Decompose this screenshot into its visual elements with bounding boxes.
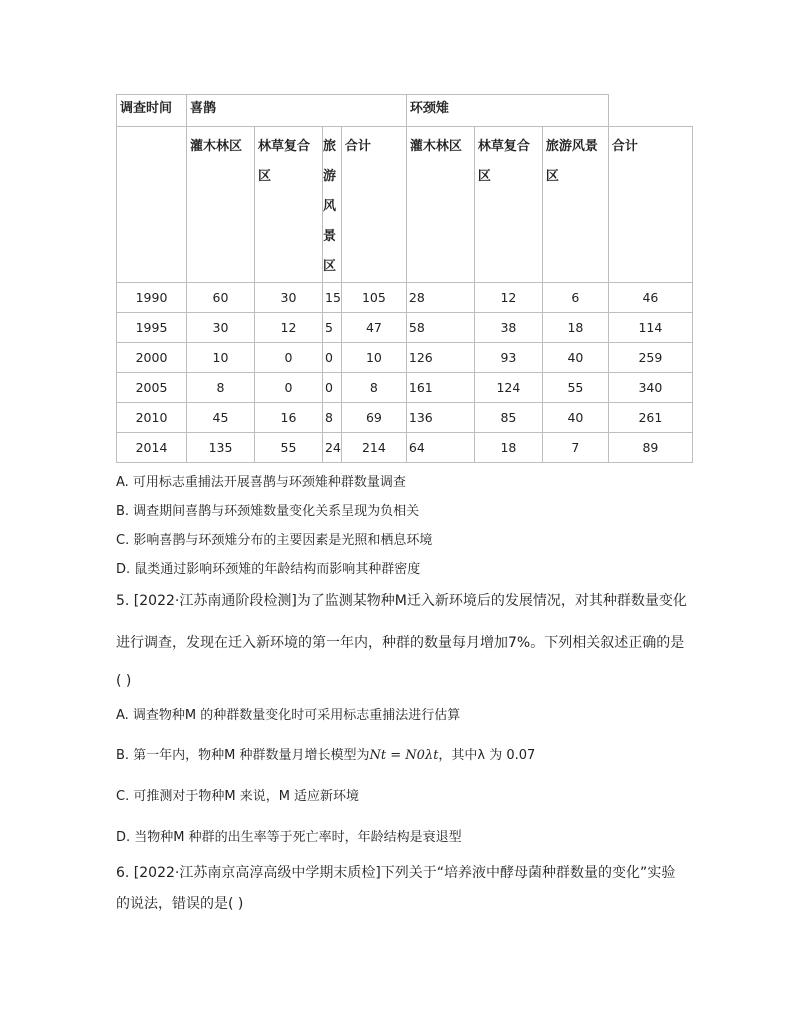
header-pheasant-shrub: 灌木林区 [406, 127, 474, 283]
header-time-spacer [117, 127, 187, 283]
q5-option-b [116, 744, 535, 763]
header-magpie-tourist: 旅游风景区 [323, 139, 337, 274]
q4-option-a: A. 可用标志重捕法开展喜鹊与环颈雉种群数量调查 [116, 475, 406, 490]
q5-option-d: D. 当物种M 种群的出生率等于死亡率时，年龄结构是衰退型 [116, 830, 462, 845]
cell-value: 5 [323, 313, 342, 343]
cell-value: 45 [187, 403, 255, 433]
cell-value: 10 [187, 343, 255, 373]
cell-value: 114 [608, 313, 692, 343]
cell-value: 40 [542, 343, 608, 373]
q6-stem-line-1: 6. [2022·江苏南京高淳高级中学期末质检]下列关于“培养液中酵母菌种群数量的变化”实验 [116, 865, 676, 881]
table-row [117, 403, 693, 433]
q5-answer-blank: ( ) [116, 673, 132, 689]
cell-value: 0 [255, 373, 323, 403]
table-row [117, 283, 693, 313]
cell-value: 28 [406, 283, 474, 313]
table-row [117, 433, 693, 463]
cell-value: 126 [406, 343, 474, 373]
cell-value: 30 [187, 313, 255, 343]
cell-value: 18 [474, 433, 542, 463]
q4-option-b: B. 调查期间喜鹊与环颈雉数量变化关系呈现为负相关 [116, 504, 420, 519]
cell-value: 40 [542, 403, 608, 433]
header-pheasant-forest-grass: 林草复合区 [474, 127, 542, 283]
table-row [117, 313, 693, 343]
cell-value: 55 [542, 373, 608, 403]
cell-value: 8 [323, 403, 342, 433]
cell-value: 8 [187, 373, 255, 403]
cell-value: 0 [323, 343, 342, 373]
cell-value: 136 [406, 403, 474, 433]
header-species-pheasant: 环颈雉 [406, 95, 608, 127]
q5-option-b-text: B. 第一年内，物种M 种群数量月增长模型为 [116, 748, 370, 763]
cell-year: 2000 [117, 343, 187, 373]
q4-option-d: D. 鼠类通过影响环颈雉的年龄结构而影响其种群密度 [116, 562, 421, 577]
cell-year: 2014 [117, 433, 187, 463]
q5-stem-line-1: 5. [2022·江苏南通阶段检测]为了监测某物种M迁入新环境后的发展情况，对其种群数量变化 [116, 593, 687, 609]
q5-stem-line-2: 进行调查，发现在迁入新环境的第一年内，种群的数量每月增加7%。下列相关叙述正确的是 [116, 635, 685, 651]
q5-option-c: C. 可推测对于物种M 来说，M 适应新环境 [116, 789, 360, 804]
cell-value: 7 [542, 433, 608, 463]
cell-value: 0 [323, 373, 342, 403]
header-pheasant-total: 合计 [608, 127, 692, 283]
cell-value: 18 [542, 313, 608, 343]
cell-value: 46 [608, 283, 692, 313]
header-magpie-shrub: 灌木林区 [187, 127, 255, 283]
cell-value: 6 [542, 283, 608, 313]
cell-value: 93 [474, 343, 542, 373]
header-survey-time: 调查时间 [117, 95, 187, 127]
cell-value: 0 [255, 343, 323, 373]
cell-value: 124 [474, 373, 542, 403]
cell-value: 161 [406, 373, 474, 403]
survey-table [116, 94, 693, 463]
cell-value: 16 [255, 403, 323, 433]
cell-value: 58 [406, 313, 474, 343]
cell-value: 85 [474, 403, 542, 433]
cell-value: 105 [341, 283, 406, 313]
cell-value: 12 [474, 283, 542, 313]
q5-option-a: A. 调查物种M 的种群数量变化时可采用标志重捕法进行估算 [116, 708, 461, 723]
cell-value: 261 [608, 403, 692, 433]
table-row [117, 343, 693, 373]
cell-year: 2010 [117, 403, 187, 433]
cell-year: 2005 [117, 373, 187, 403]
q5-option-b-tail: ，其中λ 为 0.07 [438, 748, 536, 763]
header-pheasant-tourist: 旅游风景区 [542, 127, 608, 283]
cell-value: 64 [406, 433, 474, 463]
cell-value: 135 [187, 433, 255, 463]
cell-value: 259 [608, 343, 692, 373]
header-magpie-total: 合计 [341, 127, 406, 283]
cell-value: 89 [608, 433, 692, 463]
cell-year: 1995 [117, 313, 187, 343]
cell-value: 340 [608, 373, 692, 403]
header-species-magpie: 喜鹊 [187, 95, 407, 127]
cell-value: 15 [323, 283, 342, 313]
q5-option-b-formula: Nt = N0λt [369, 748, 439, 763]
cell-value: 38 [474, 313, 542, 343]
table-row [117, 373, 693, 403]
cell-value: 10 [341, 343, 406, 373]
cell-value: 47 [341, 313, 406, 343]
cell-value: 12 [255, 313, 323, 343]
cell-value: 30 [255, 283, 323, 313]
q4-option-c: C. 影响喜鹊与环颈雉分布的主要因素是光照和栖息环境 [116, 533, 433, 548]
cell-value: 55 [255, 433, 323, 463]
header-blank [608, 95, 692, 127]
header-magpie-forest-grass: 林草复合区 [255, 127, 323, 283]
cell-value: 24 [323, 433, 342, 463]
cell-value: 69 [341, 403, 406, 433]
q6-stem-line-2: 的说法，错误的是( ) [116, 896, 244, 912]
cell-year: 1990 [117, 283, 187, 313]
cell-value: 214 [341, 433, 406, 463]
cell-value: 8 [341, 373, 406, 403]
cell-value: 60 [187, 283, 255, 313]
